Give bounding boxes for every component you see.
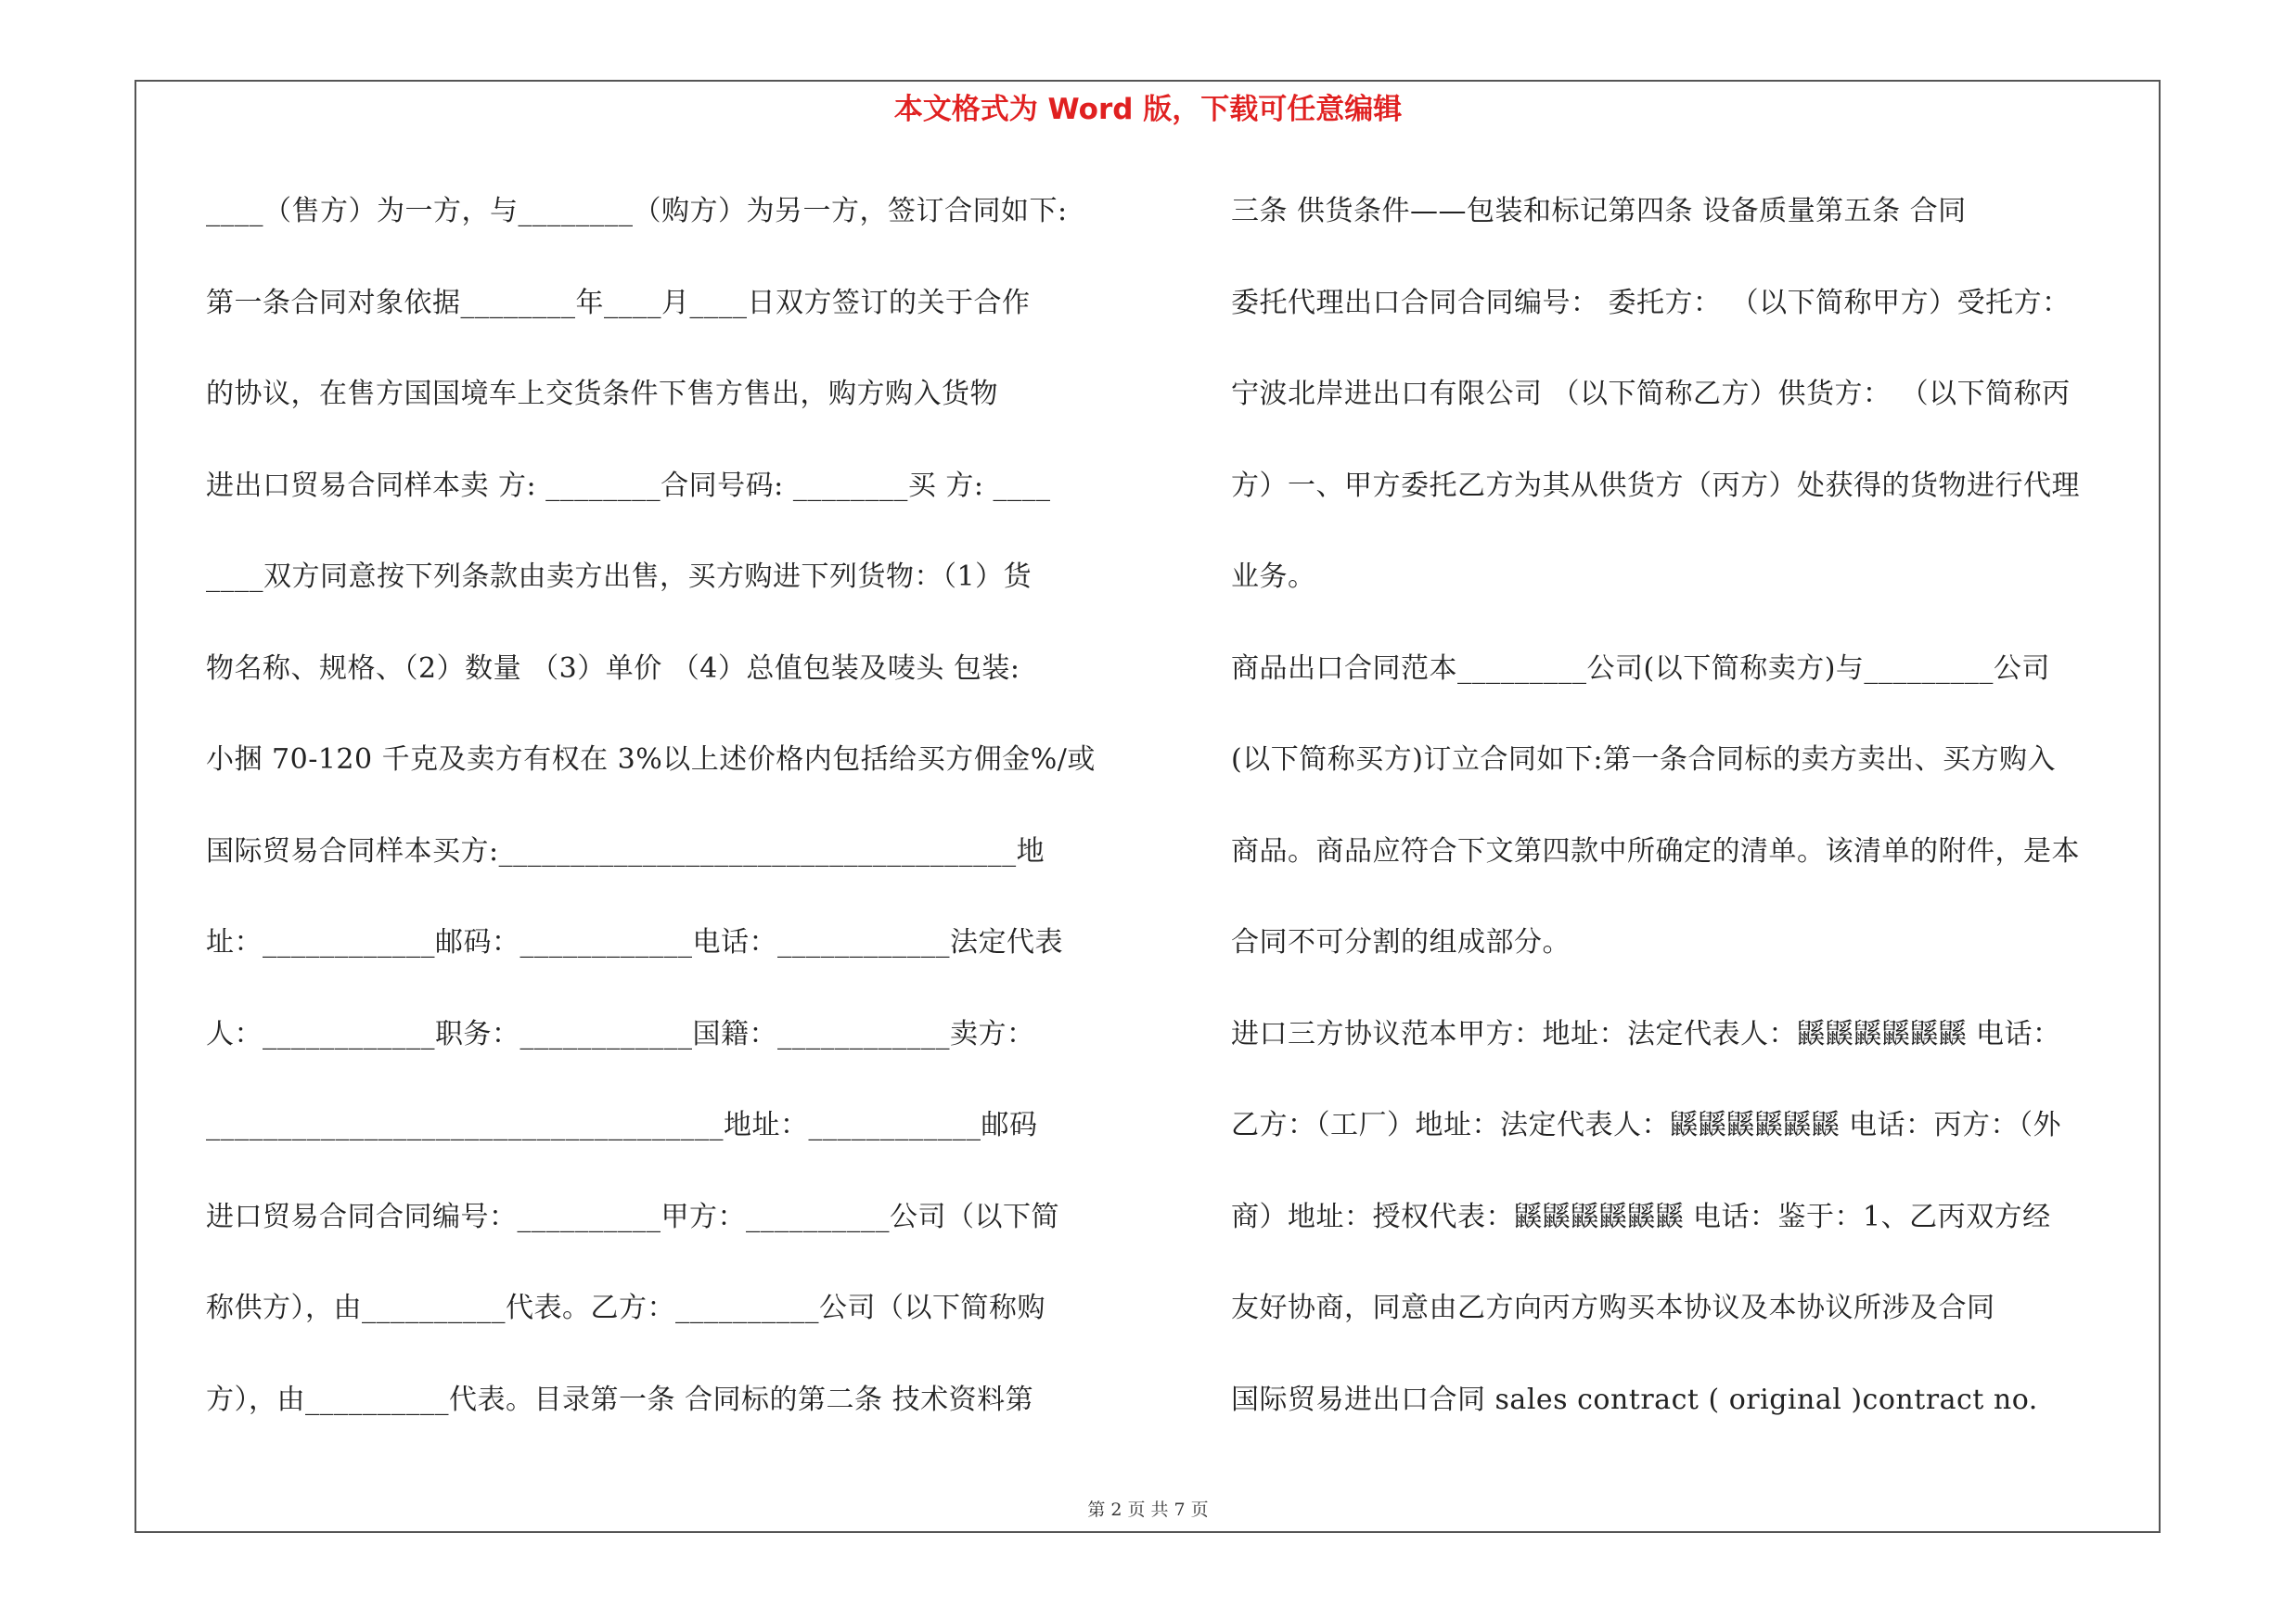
text-line: 国际贸易进出口合同 sales contract ( original )contract no. [1231,1383,2038,1416]
text-line: 业务。 [1231,560,1316,593]
text-line: 称供方），由__________代表。乙方：__________公司（以下简称购 [206,1292,1045,1324]
page-number: 第 2 页 共 7 页 [1087,1500,1209,1520]
format-banner: 本文格式为 Word 版，下载可任意编辑 [893,93,1403,126]
text-line: 方），由__________代表。目录第一条 合同标的第二条 技术资料第 [206,1383,1034,1416]
text-line: 国际贸易合同样本买方:____________________________________地 [206,834,1045,868]
text-line: 方）一、甲方委托乙方为其从供货方（丙方）处获得的货物进行代理 [1231,469,2080,502]
text-line: 人：____________职务：____________国籍：____________卖方： [206,1017,1035,1050]
text-line: 小捆 70-120 千克及卖方有权在 3%以上述价格内包括给买方佣金%/或 [206,743,1096,776]
text-line: 商品出口合同范本_________公司(以下简称卖方)与_________公司 [1231,651,2050,685]
text-line: 进口三方协议范本甲方：地址：法定代表人：鼷鼷鼷鼷鼷鼷 电话： [1231,1017,2061,1050]
left-text-column [206,184,1152,1463]
text-line: ____（售方）为一方，与________（购方）为另一方，签订合同如下: [206,195,1068,227]
text-line: 的协议，在售方国国境车上交货条件下售方售出，购方购入货物 [206,378,998,410]
text-line: 合同不可分割的组成部分。 [1231,926,1571,959]
text-line: (以下简称买方)订立合同如下:第一条合同标的卖方卖出、买方购入 [1231,743,2057,776]
text-line: 友好协商，同意由乙方向丙方购买本协议及本协议所涉及合同 [1231,1292,1995,1324]
text-line: 宁波北岸进出口有限公司 （以下简称乙方）供货方： （以下简称丙 [1231,378,2071,410]
text-line: 商）地址：授权代表：鼷鼷鼷鼷鼷鼷 电话：鉴于：1、乙丙双方经 [1231,1200,2051,1233]
text-line: 乙方：（工厂）地址：法定代表人：鼷鼷鼷鼷鼷鼷 电话：丙方：（外 [1231,1109,2062,1141]
text-line: 委托代理出口合同合同编号： 委托方： （以下简称甲方）受托方： [1231,286,2071,319]
text-line: 进出口贸易合同样本卖 方: ________合同号码: ________买 方: ____ [206,469,1051,502]
text-line: ____双方同意按下列条款由卖方出售，买方购进下列货物：（1）货 [206,560,1033,593]
text-line: 址：____________邮码：____________电话：____________法定代表 [206,926,1063,959]
text-line: 物名称、规格、（2）数量 （3）单价 （4）总值包装及唛头 包装: [206,651,1020,685]
text-line: 商品。商品应符合下文第四款中所确定的清单。该清单的附件，是本 [1231,834,2080,868]
text-line: 进口贸易合同合同编号：__________甲方：__________公司（以下简 [206,1200,1059,1233]
text-line: 三条 供货条件——包装和标记第四条 设备质量第五条 合同 [1231,195,1967,227]
text-line: ____________________________________地址：____________邮码 [206,1109,1038,1141]
right-text-column [1231,184,2159,1463]
text-line: 第一条合同对象依据________年____月____日双方签订的关于合作 [206,286,1031,319]
